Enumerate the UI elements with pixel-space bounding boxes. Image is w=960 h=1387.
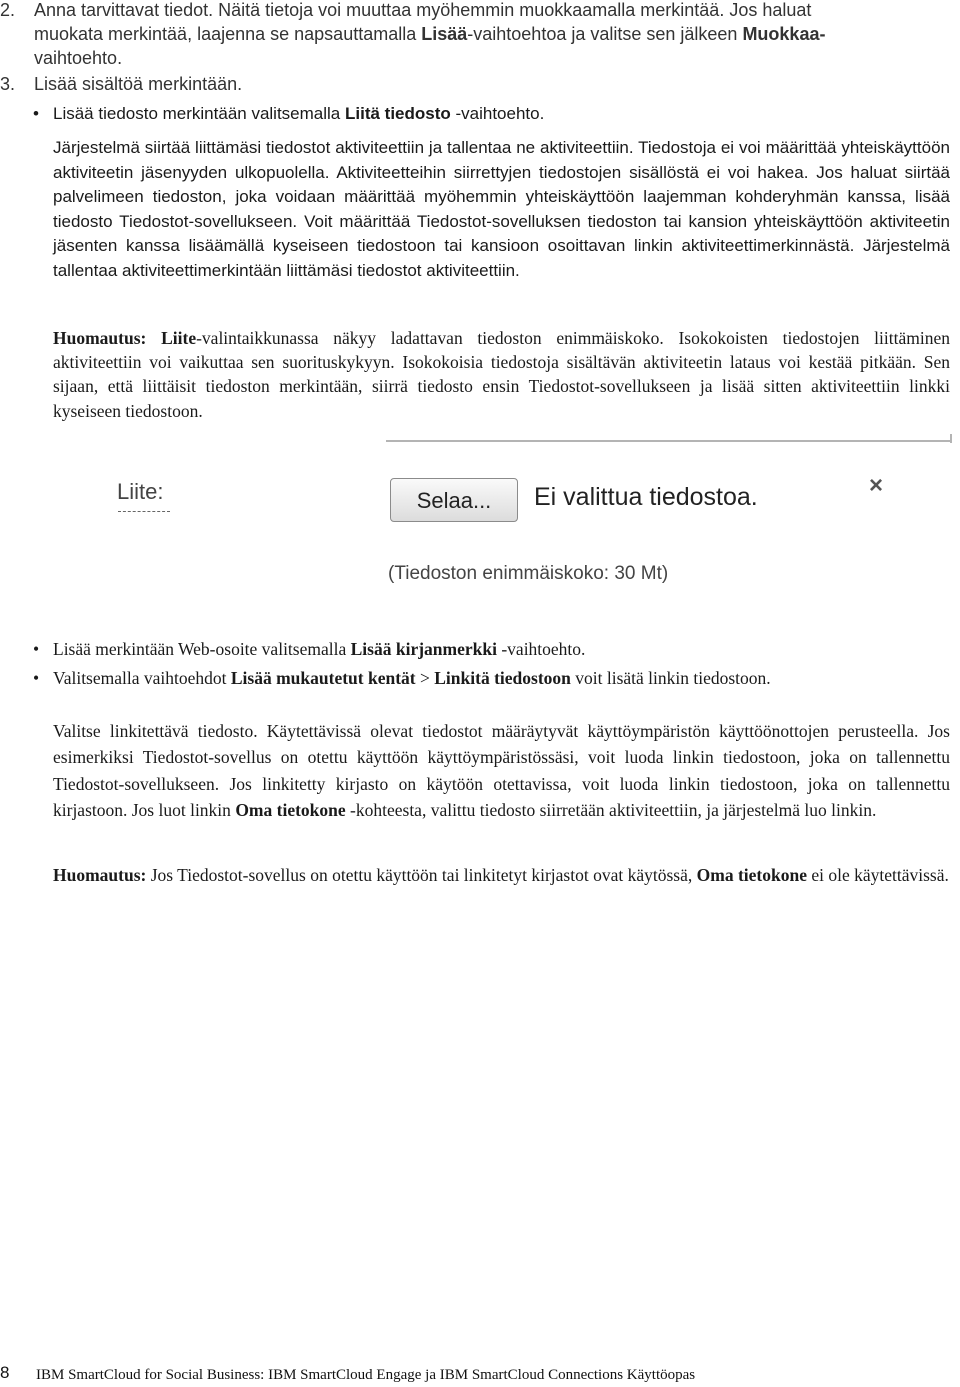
step-number: 3. (0, 74, 16, 94)
bullet-add-bookmark: • Lisää merkintään Web-osoite valitsemalla Lisää kirjanmerkki -vaihtoehto. (33, 639, 586, 659)
bullet-link-file: • Valitsemalla vaihtoehdot Lisää mukautetut kentät > Linkitä tiedostoon voit lisätä linkin tiedostoon. (33, 668, 771, 688)
step-2-line-3: vaihtoehto. (34, 48, 123, 68)
oma-tietokone-option: Oma tietokone (696, 865, 807, 885)
note-my-computer: Huomautus: Jos Tiedostot-sovellus on otettu käyttöön tai linkitetyt kirjastot ovat käytössä, Oma tietokone ei ole käytettävissä. (53, 865, 949, 885)
step-2-text (34, 0, 950, 70)
note-label: Huomautus: (53, 328, 147, 348)
step-2-line-1: Anna tarvittavat tiedot. Näitä tietoja voi muuttaa myöhemmin muokkaamalla merkintää. Jos haluat (34, 0, 812, 20)
lisaa-kirjanmerkki-option: Lisää kirjanmerkki (350, 639, 497, 659)
oma-tietokone-option: Oma tietokone (235, 799, 346, 820)
browse-button[interactable]: Selaa... (390, 478, 518, 522)
linkita-tiedostoon-option: Linkitä tiedostoon (434, 668, 571, 688)
paragraph-link-file: Valitse linkitettävä tiedosto. Käytettävissä olevat tiedostot määräytyvät käyttöympäristön käyttöönottojen perusteella. Jos esimerkiksi Tiedostot-sovellus on otettu käyttöön käyttöympäristössäsi, voit luoda linkin tiedostoon, joka on tallennettu Tiedostot-sovellukseen. Jos linkitetty kirjasto on käytöön otettavissa, voit luoda linkin tiedostoon, joka on tallennettu kirjastoon. Jos luot linkin Oma tietokone -kohteesta, valittu tiedosto siirretään aktiviteettiin, ja järjestelmä luo linkin. (53, 721, 950, 820)
lisaa-mukautetut-kentat-option: Lisää mukautetut kentät (230, 668, 416, 688)
footer-title: IBM SmartCloud for Social Business: IBM SmartCloud Engage ja IBM SmartCloud Connections Käyttöopas (36, 1367, 696, 1383)
no-file-selected-text: Ei valittua tiedostoa. (534, 483, 758, 511)
step-2 (0, 0, 950, 70)
figure-border (386, 440, 952, 442)
paragraph-file-storage: Järjestelmä siirtää liittämäsi tiedostot aktiviteettiin ja tallentaa ne aktiviteettiin. Tiedostoja ei voi määrittää yhteiskäyttöön aktiviteetin jäsenyyden ulkopuolella. Aktiviteetteihin siirrettyjen tiedostojen sisällöstä ei voi hakea. Jos haluat siirtää palvelimeen tiedoston, joka voidaan määrittää myöhemmin yhteiskäyttöön laajemman kohderyhmän kanssa, lisää tiedosto Tiedostot-sovellukseen. Voit määrittää Tiedostot-sovelluksen tiedoston tai kansion yhteiskäyttöön aktiviteetin jäsenten kanssa lisäämällä kyseiseen tiedostoon tai kansioon osoittavan linkin aktiviteettimerkinnästä. Järjestelmä tallentaa aktiviteettimerkintään liittämäsi tiedostot aktiviteettiin. (53, 138, 950, 280)
note-label: Huomautus: (53, 865, 147, 885)
close-icon[interactable]: × (869, 472, 884, 499)
step-2-line-2: muokata merkintää, laajenna se napsauttamalla Lisää-vaihtoehtoa ja valitse sen jälkeen Muokkaa- (34, 24, 826, 44)
bullet-attach-file: • Lisää tiedosto merkintään valitsemalla Liitä tiedosto -vaihtoehto. (33, 104, 545, 123)
note-attachment-size: Huomautus: Liite-valintaikkunassa näkyy ladattavan tiedoston enimmäiskoko. Isokokoisten tiedostojen liittäminen aktiviteettiin voi vaikuttaa sen suorituskykyyn. Isokokoisia tiedostoja sisältävän aktiviteetin lataus voi kestää pitkään. Sen sijaan, että liittäisit tiedoston merkintään, siirrä tiedosto ensin Tiedostot-sovellukseen ja lisää sitten aktiviteettiin linkki kyseiseen tiedostoon. (53, 328, 950, 421)
step-3 (0, 72, 950, 96)
figure-border-right (950, 434, 952, 443)
step-3-text: Lisää sisältöä merkintään. (34, 74, 243, 94)
attachment-label: Liite: (117, 479, 164, 504)
attachment-label-underline (118, 511, 170, 512)
page-number: 8 (0, 1363, 10, 1382)
max-file-size-text: (Tiedoston enimmäiskoko: 30 Mt) (388, 563, 669, 584)
step-number: 2. (0, 0, 16, 20)
lisaa-option: Lisää (421, 24, 468, 44)
liite-dialog-name: Liite (161, 328, 197, 348)
liita-tiedosto-option: Liitä tiedosto (344, 104, 451, 123)
muokkaa-option: Muokkaa- (742, 24, 826, 44)
